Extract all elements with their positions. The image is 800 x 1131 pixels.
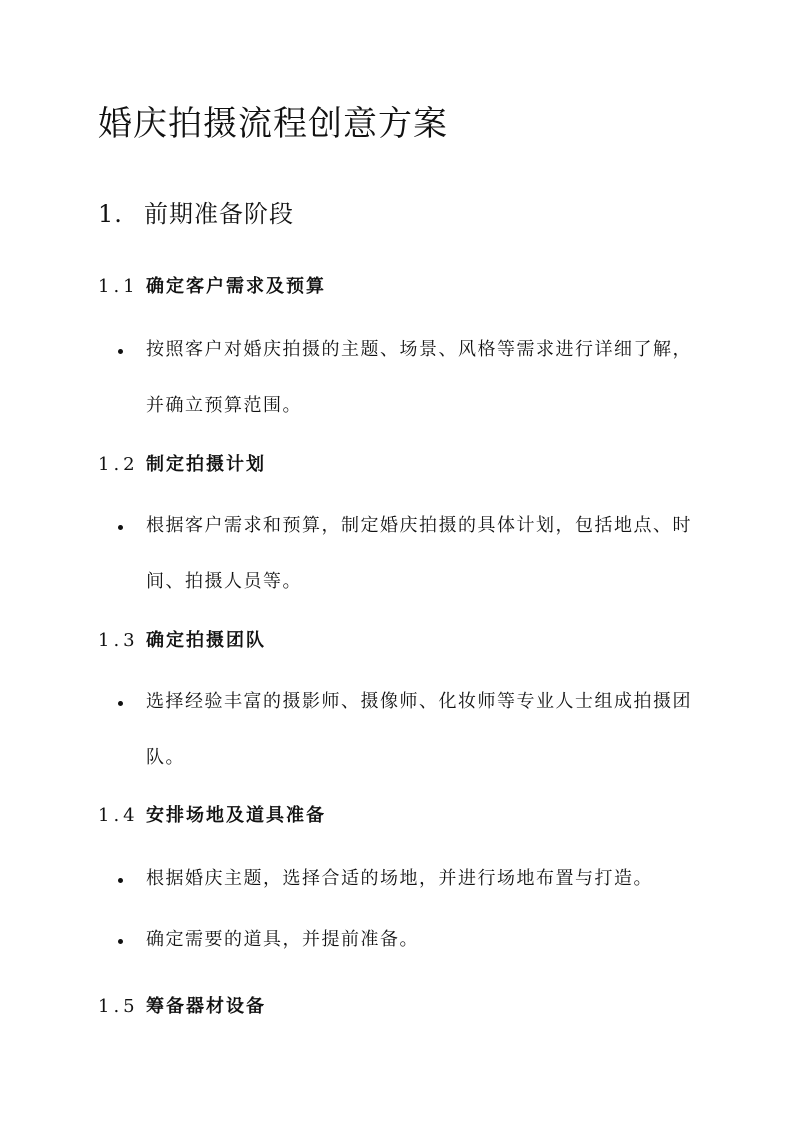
subsection-number: 1.2: [98, 454, 139, 475]
subsection-number: 1.1: [98, 276, 139, 297]
list-item-text: 确定需要的道具，并提前准备。: [146, 929, 419, 950]
subsection-title: 确定客户需求及预算: [146, 276, 326, 297]
list-item-text: 选择经验丰富的摄影师、摄像师、化妆师等专业人士组成拍摄团队。: [146, 691, 692, 768]
list-item-text: 按照客户对婚庆拍摄的主题、场景、风格等需求进行详细了解，并确立预算范围。: [146, 339, 692, 416]
subsection-heading-1-5: [98, 992, 266, 1018]
list-item: [118, 498, 698, 610]
list-item-text: 根据婚庆主题，选择合适的场地，并进行场地布置与打造。: [146, 868, 653, 889]
bullet-icon: [118, 322, 124, 378]
subsection-heading-1-2: [98, 450, 266, 476]
subsection-title: 安排场地及道具准备: [146, 805, 326, 826]
subsection-number: 1.5: [98, 996, 139, 1017]
list-item: [118, 322, 698, 434]
subsection-title: 制定拍摄计划: [146, 454, 266, 475]
bullet-icon: [118, 912, 124, 968]
subsection-heading-1-1: [98, 272, 326, 298]
document-title: 婚庆拍摄流程创意方案: [98, 104, 448, 144]
bullet-icon: [118, 851, 124, 907]
subsection-title: 筹备器材设备: [146, 996, 266, 1017]
section-heading: [98, 194, 294, 229]
list-item: [118, 674, 698, 786]
section-title-text: 前期准备阶段: [144, 200, 294, 228]
subsection-title: 确定拍摄团队: [146, 630, 266, 651]
subsection-heading-1-3: [98, 626, 266, 652]
subsection-number: 1.4: [98, 805, 139, 826]
bullet-icon: [118, 498, 124, 554]
section-number: 1.: [98, 200, 123, 228]
bullet-icon: [118, 674, 124, 730]
subsection-heading-1-4: [98, 801, 326, 827]
list-item: [118, 851, 698, 907]
list-item: [118, 912, 698, 968]
subsection-number: 1.3: [98, 630, 139, 651]
list-item-text: 根据客户需求和预算，制定婚庆拍摄的具体计划，包括地点、时间、拍摄人员等。: [146, 515, 692, 592]
